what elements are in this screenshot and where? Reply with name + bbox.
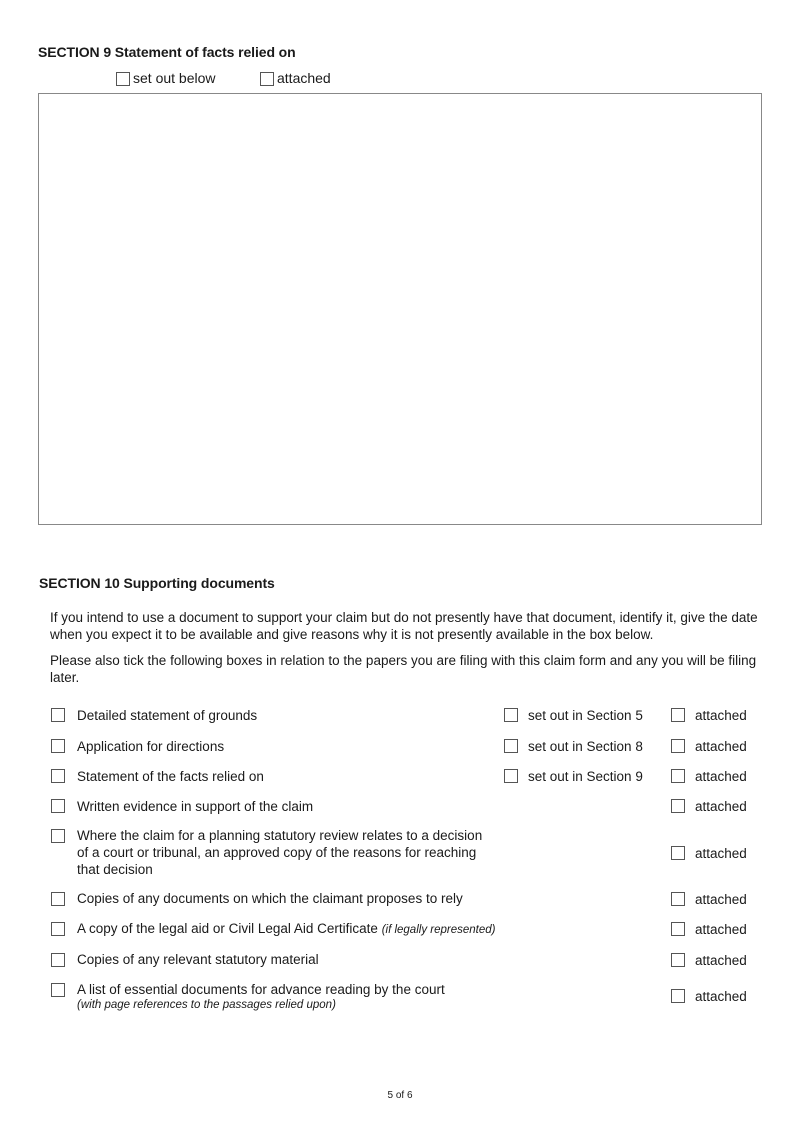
section-label: set out in Section 5 <box>528 708 643 723</box>
section-checkbox[interactable] <box>504 769 518 783</box>
row-checkbox[interactable] <box>51 983 65 997</box>
attached-checkbox[interactable] <box>671 739 685 753</box>
section-label: set out in Section 9 <box>528 769 643 784</box>
row-label: Statement of the facts relied on <box>77 769 264 784</box>
section-checkbox[interactable] <box>504 739 518 753</box>
row-label: Copies of any relevant statutory material <box>77 952 319 967</box>
instruction-paragraph: Please also tick the following boxes in relation to the papers you are filing with this claim form and any you will be filing later. <box>50 653 757 685</box>
section9-heading: SECTION 9 Statement of facts relied on <box>38 44 296 60</box>
row-note: (with page references to the passages relied upon) <box>77 999 336 1011</box>
attached-label: attached <box>695 989 747 1004</box>
facts-text-area[interactable] <box>38 93 762 525</box>
attached-checkbox[interactable] <box>671 708 685 722</box>
row-checkbox[interactable] <box>51 769 65 783</box>
row-checkbox[interactable] <box>51 708 65 722</box>
attached-label: attached <box>695 953 747 968</box>
attached-checkbox[interactable] <box>671 989 685 1003</box>
row-label: Application for directions <box>77 739 225 754</box>
section-checkbox[interactable] <box>504 708 518 722</box>
attached-checkbox[interactable] <box>671 799 685 813</box>
row-note: (if legally represented) <box>381 924 496 936</box>
attached-label: attached <box>277 70 331 86</box>
attached-checkbox[interactable] <box>260 72 274 86</box>
row-checkbox[interactable] <box>51 799 65 813</box>
row-label-with-note <box>77 920 517 939</box>
set-out-below-checkbox[interactable] <box>116 72 130 86</box>
row-checkbox[interactable] <box>51 829 65 843</box>
section-label: set out in Section 8 <box>528 739 643 754</box>
attached-label: attached <box>695 922 747 937</box>
row-checkbox[interactable] <box>51 953 65 967</box>
row-label: Detailed statement of grounds <box>77 708 258 723</box>
page-number: 5 of 6 <box>387 1090 413 1101</box>
row-checkbox[interactable] <box>51 922 65 936</box>
attached-label: attached <box>695 892 747 907</box>
attached-label: attached <box>695 846 747 861</box>
attached-checkbox[interactable] <box>671 892 685 906</box>
attached-checkbox[interactable] <box>671 769 685 783</box>
attached-label: attached <box>695 799 747 814</box>
set-out-below-label: set out below <box>133 70 216 86</box>
row-label-with-note <box>77 981 497 1014</box>
row-checkbox[interactable] <box>51 892 65 906</box>
row-checkbox[interactable] <box>51 739 65 753</box>
row-label-text: A list of essential documents for advance reading by the court <box>77 982 445 997</box>
attached-label: attached <box>695 769 747 784</box>
attached-checkbox[interactable] <box>671 922 685 936</box>
row-label: Written evidence in support of the claim <box>77 799 314 814</box>
row-label: Copies of any documents on which the claimant proposes to rely <box>77 891 463 906</box>
attached-label: attached <box>695 708 747 723</box>
row-label-text: A copy of the legal aid or Civil Legal Aid Certificate <box>77 921 378 936</box>
intro-paragraph: If you intend to use a document to support your claim but do not presently have that document, identify it, give the date when you expect it to be available and give reasons why it is not presently available in the box below. <box>50 610 758 642</box>
attached-label: attached <box>695 739 747 754</box>
attached-checkbox[interactable] <box>671 953 685 967</box>
attached-checkbox[interactable] <box>671 846 685 860</box>
section10-heading: SECTION 10 Supporting documents <box>39 575 275 591</box>
row-label: Where the claim for a planning statutory review relates to a decision of a court or tribunal, an approved copy of the reasons for reaching that decision <box>77 828 483 877</box>
